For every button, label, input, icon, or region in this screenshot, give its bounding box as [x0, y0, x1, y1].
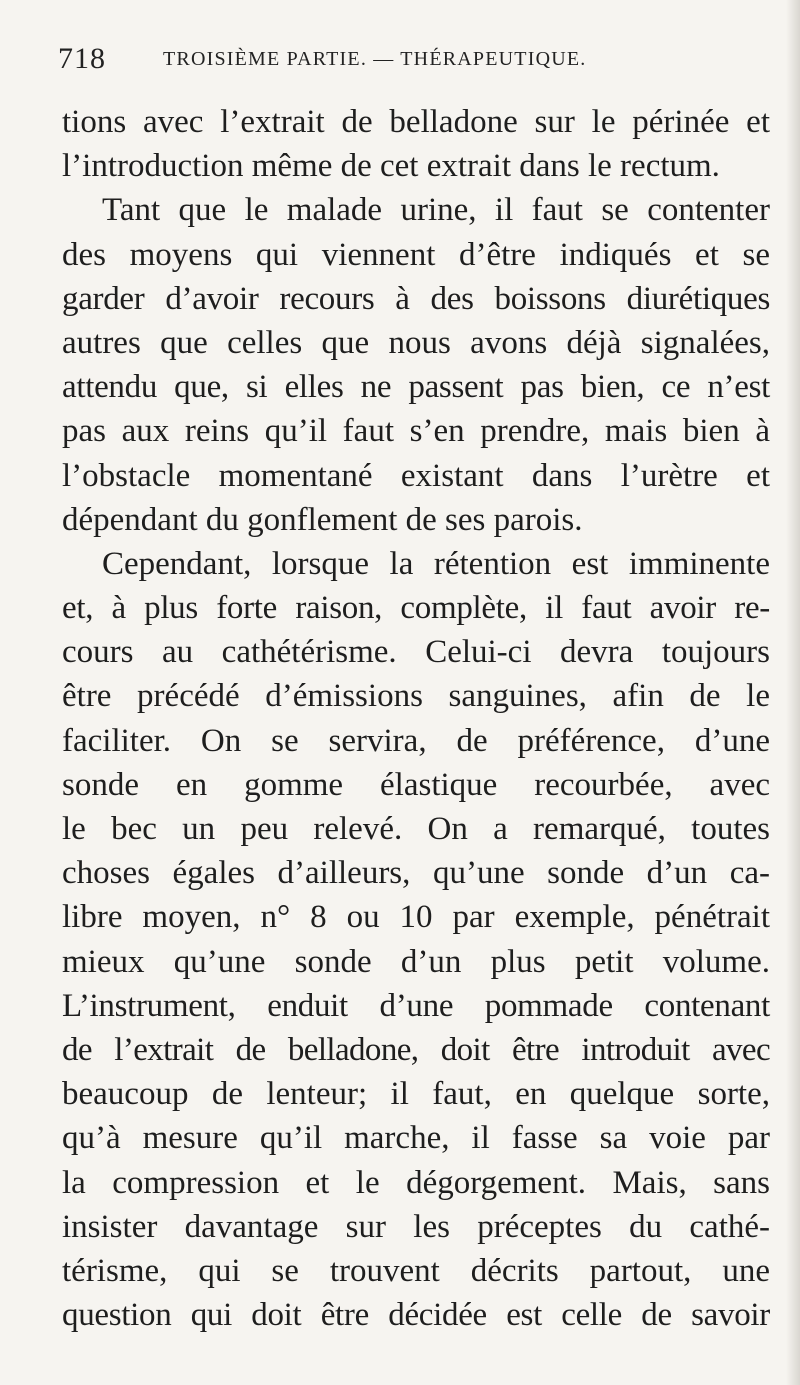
- body-text: [62, 100, 770, 1337]
- text-line-7: attendu que, si elles ne passent pas bien, ce n’est: [62, 369, 770, 406]
- text-line-18: choses égales d’ailleurs, qu’une sonde d’un ca-: [62, 855, 770, 892]
- text-line-8: pas aux reins qu’il faut s’en prendre, mais bien à: [62, 413, 770, 450]
- text-line-1: tions avec l’extrait de belladone sur le périnée et: [62, 104, 770, 140]
- page-number: 718: [58, 42, 106, 75]
- text-line-20: mieux qu’une sonde d’un plus petit volume.: [62, 943, 770, 980]
- text-line-11: Cependant, lorsque la rétention est imminente: [102, 545, 770, 582]
- text-line-25: la compression et le dégorgement. Mais, sans: [62, 1164, 770, 1201]
- text-line-22: de l’extrait de belladone, doit être introduit avec: [62, 1031, 770, 1068]
- text-line-26: insister davantage sur les préceptes du cathé-: [62, 1208, 770, 1245]
- text-line-21: L’instrument, enduit d’une pommade contenant: [62, 987, 770, 1024]
- text-line-24: qu’à mesure qu’il marche, il fasse sa voie par: [62, 1120, 770, 1157]
- text-line-12: et, à plus forte raison, complète, il faut avoir re-: [62, 590, 770, 627]
- text-line-23: beaucoup de lenteur; il faut, en quelque sorte,: [62, 1076, 770, 1113]
- text-line-9: l’obstacle momentané existant dans l’urètre et: [62, 457, 770, 494]
- text-line-2: l’introduction même de cet extrait dans le rectum.: [62, 148, 720, 185]
- text-line-5: garder d’avoir recours à des boissons diurétiques: [62, 280, 770, 317]
- text-line-13: cours au cathétérisme. Celui-ci devra toujours: [62, 634, 770, 671]
- text-line-15: faciliter. On se servira, de préférence, d’une: [62, 722, 770, 759]
- text-line-19: libre moyen, n° 8 ou 10 par exemple, pénétrait: [62, 899, 770, 936]
- text-line-17: le bec un peu relevé. On a remarqué, toutes: [62, 811, 770, 847]
- running-head: [58, 38, 748, 78]
- text-line-6: autres que celles que nous avons déjà signalées,: [62, 324, 770, 361]
- text-line-27: térisme, qui se trouvent décrits partout, une: [62, 1252, 770, 1289]
- text-line-28: question qui doit être décidée est celle de savoir: [62, 1297, 770, 1334]
- page-edge-shadow: [786, 0, 800, 1385]
- text-line-4: des moyens qui viennent d’être indiqués et se: [62, 236, 770, 273]
- text-line-14: être précédé d’émissions sanguines, afin de le: [62, 678, 770, 715]
- text-line-16: sonde en gomme élastique recourbée, avec: [62, 766, 770, 803]
- running-title: TROISIÈME PARTIE. — THÉRAPEUTIQUE.: [163, 48, 587, 70]
- text-line-10: dépendant du gonflement de ses parois.: [62, 501, 583, 538]
- text-line-3: Tant que le malade urine, il faut se contenter: [102, 192, 770, 229]
